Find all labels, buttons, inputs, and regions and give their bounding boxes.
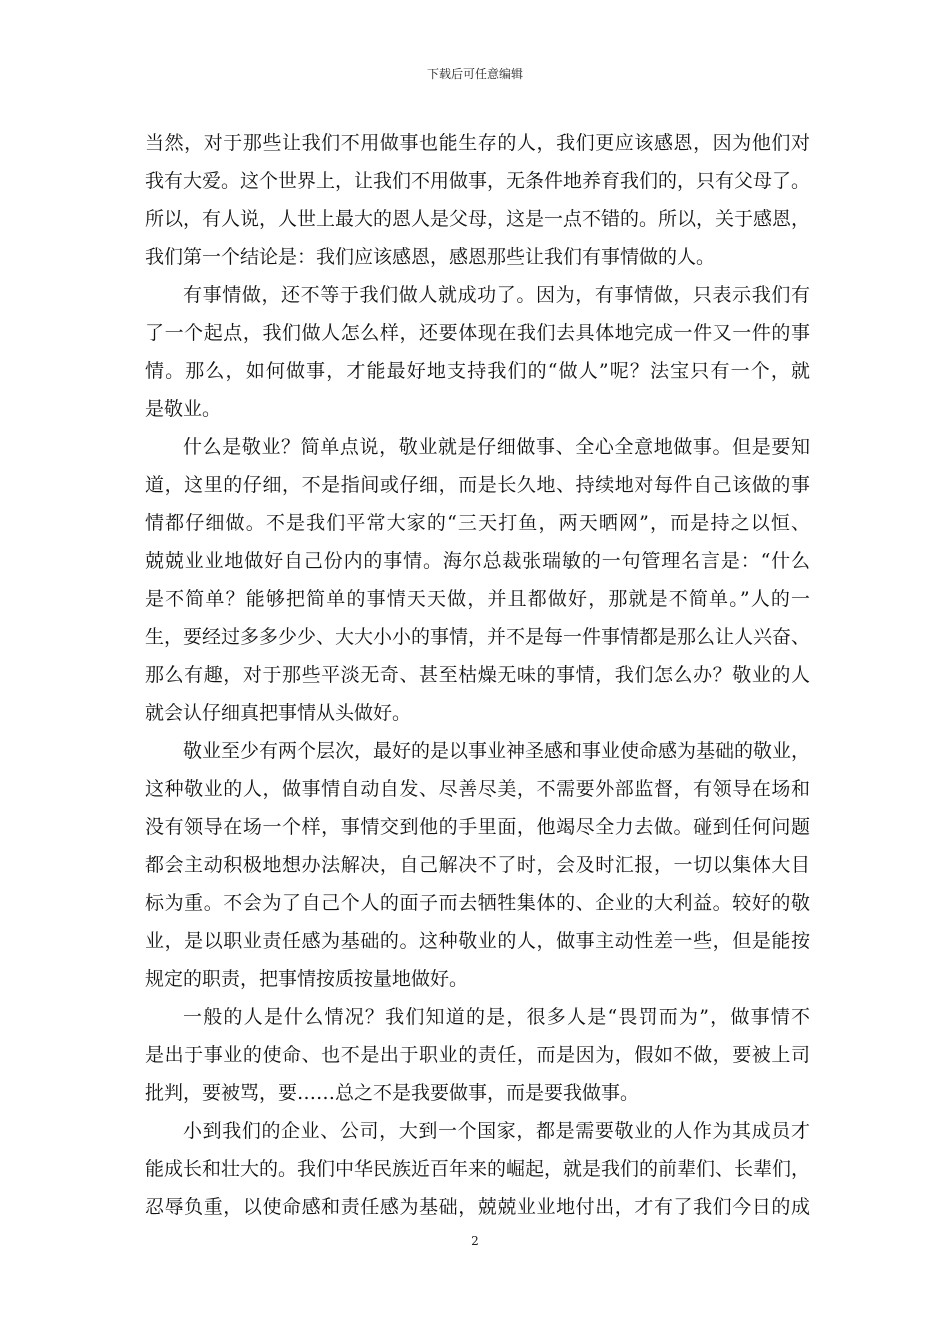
page-header: 下载后可任意编辑 bbox=[426, 67, 523, 81]
text-line: 情。那么，如何做事，才能最好地支持我们的“做人”呢？法宝只有一个，就 bbox=[145, 360, 810, 382]
text-line: 没有领导在场一个样，事情交到他的手里面，他竭尽全力去做。碰到任何问题 bbox=[145, 816, 810, 838]
paragraph bbox=[145, 124, 810, 276]
text-line: 我有大爱。这个世界上，让我们不用做事，无条件地养育我们的，只有父母了。 bbox=[145, 170, 811, 192]
text-line: 了一个起点，我们做人怎么样，还要体现在我们去具体地完成一件又一件的事 bbox=[145, 322, 810, 344]
paragraph bbox=[145, 428, 810, 732]
text-line: 能成长和壮大的。我们中华民族近百年来的崛起，就是我们的前辈们、长辈们， bbox=[145, 1158, 811, 1180]
text-line: 是不简单？能够把简单的事情天天做，并且都做好，那就是不简单。”人的一 bbox=[145, 588, 810, 610]
text-line: 忍辱负重，以使命感和责任感为基础，兢兢业业地付出，才有了我们今日的成 bbox=[145, 1196, 810, 1218]
text-line: 什么是敬业？简单点说，敬业就是仔细做事、全心全意地做事。但是要知 bbox=[183, 436, 810, 458]
paragraph bbox=[145, 276, 810, 428]
text-line: 敬业至少有两个层次，最好的是以事业神圣感和事业使命感为基础的敬业， bbox=[183, 740, 811, 762]
paragraph bbox=[145, 998, 810, 1112]
page-number: 2 bbox=[471, 1234, 479, 1248]
text-line: 这种敬业的人，做事情自动自发、尽善尽美，不需要外部监督，有领导在场和 bbox=[145, 778, 810, 800]
text-line: 规定的职责，把事情按质按量地做好。 bbox=[145, 968, 469, 990]
text-line: 那么有趣，对于那些平淡无奇、甚至枯燥无味的事情，我们怎么办？敬业的人 bbox=[145, 664, 810, 686]
text-line: 小到我们的企业、公司，大到一个国家，都是需要敬业的人作为其成员才 bbox=[183, 1120, 810, 1142]
text-line: 情都仔细做。不是我们平常大家的“三天打鱼，两天晒网”，而是持之以恒、 bbox=[145, 512, 810, 534]
text-line: 生，要经过多多少少、大大小小的事情，并不是每一件事情都是那么让人兴奋、 bbox=[145, 626, 811, 648]
text-line: 有事情做，还不等于我们做人就成功了。因为，有事情做，只表示我们有 bbox=[183, 284, 810, 306]
body-text bbox=[145, 124, 810, 1226]
text-line: 是敬业。 bbox=[145, 398, 222, 420]
text-line: 兢兢业业地做好自己份内的事情。海尔总裁张瑞敏的一句管理名言是：“什么 bbox=[145, 550, 810, 572]
text-line: 业，是以职业责任感为基础的。这种敬业的人，做事主动性差一些，但是能按 bbox=[145, 930, 810, 952]
text-line: 都会主动积极地想办法解决，自己解决不了时，会及时汇报，一切以集体大目 bbox=[145, 854, 810, 876]
text-line: 当然，对于那些让我们不用做事也能生存的人，我们更应该感恩，因为他们对 bbox=[145, 132, 810, 154]
text-line: 就会认仔细真把事情从头做好。 bbox=[145, 702, 412, 724]
text-line: 我们第一个结论是：我们应该感恩，感恩那些让我们有事情做的人。 bbox=[145, 246, 716, 268]
text-line: 一般的人是什么情况？我们知道的是，很多人是“畏罚而为”，做事情不 bbox=[183, 1006, 810, 1028]
paragraph bbox=[145, 1112, 810, 1226]
text-line: 所以，有人说，人世上最大的恩人是父母，这是一点不错的。所以，关于感恩， bbox=[145, 208, 811, 230]
text-line: 道，这里的仔细，不是指间或仔细，而是长久地、持续地对每件自己该做的事 bbox=[145, 474, 810, 496]
text-line: 是出于事业的使命、也不是出于职业的责任，而是因为，假如不做，要被上司 bbox=[145, 1044, 810, 1066]
text-line: 标为重。不会为了自己个人的面子而去牺牲集体的、企业的大利益。较好的敬 bbox=[145, 892, 810, 914]
text-line: 批判，要被骂，要……总之不是我要做事，而是要我做事。 bbox=[145, 1082, 640, 1104]
paragraph bbox=[145, 732, 810, 998]
